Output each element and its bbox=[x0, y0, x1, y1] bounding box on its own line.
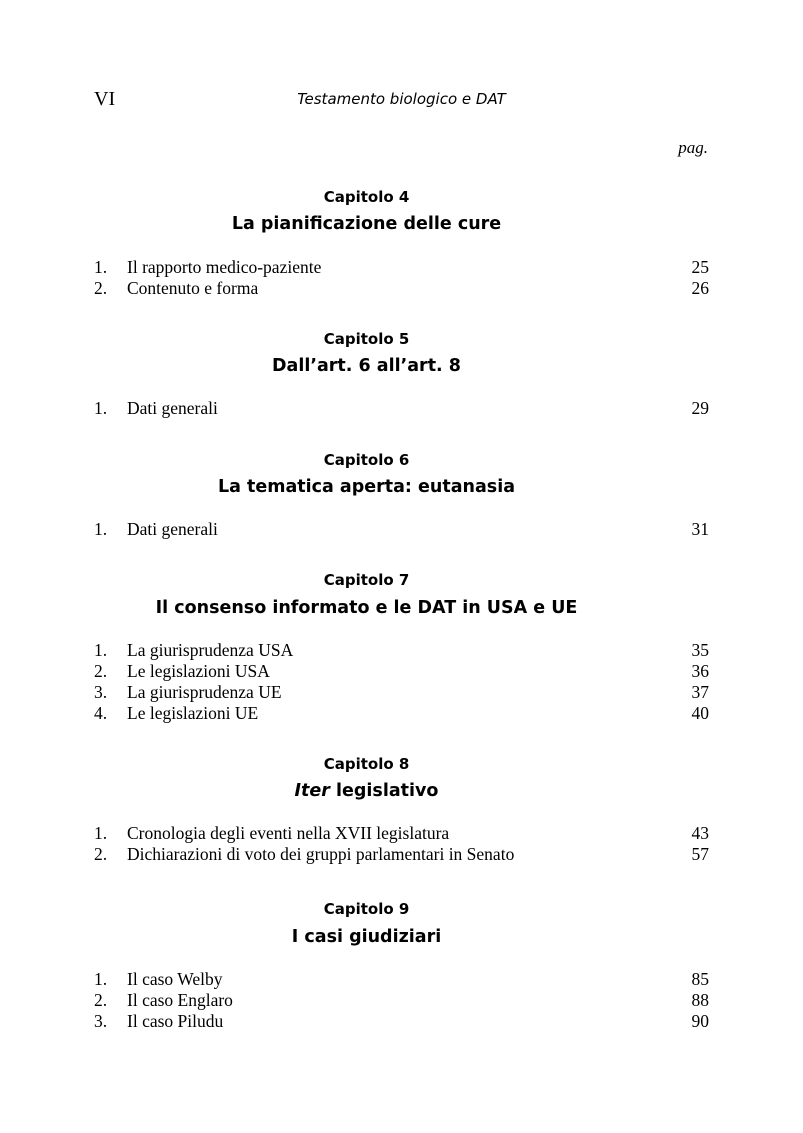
running-title: Testamento biologico e DAT bbox=[297, 90, 506, 108]
entry-title: La giurisprudenza UE bbox=[127, 682, 282, 702]
entry-number: 2. bbox=[94, 661, 108, 681]
toc-entry[interactable] bbox=[94, 703, 709, 724]
toc-entry[interactable] bbox=[94, 519, 709, 540]
entry-number: 3. bbox=[94, 682, 108, 702]
toc-entry[interactable] bbox=[94, 398, 709, 419]
toc-entry[interactable] bbox=[94, 844, 709, 865]
chapter-entries bbox=[94, 398, 709, 419]
chapter-label: Capitolo 5 bbox=[323, 330, 410, 348]
entry-title: La giurisprudenza USA bbox=[127, 640, 294, 660]
chapter-title: Dall’art. 6 all’art. 8 bbox=[272, 356, 461, 376]
entry-title: Dati generali bbox=[127, 398, 218, 418]
chapter-title-rest: legislativo bbox=[329, 781, 439, 801]
entry-page: 88 bbox=[691, 990, 709, 1010]
entry-title: Il caso Englaro bbox=[127, 990, 233, 1010]
page-number: VI bbox=[94, 88, 116, 110]
entry-title: Le legislazioni USA bbox=[127, 661, 270, 681]
entry-number: 2. bbox=[94, 844, 108, 864]
chapter-title: La tematica aperta: eutanasia bbox=[217, 477, 516, 497]
chapter-entries bbox=[94, 640, 709, 724]
chapter-title-italic: Iter bbox=[294, 781, 330, 801]
toc-entry[interactable] bbox=[94, 969, 709, 990]
entry-page: 35 bbox=[691, 640, 709, 660]
entry-page: 43 bbox=[691, 823, 709, 843]
entry-page: 26 bbox=[691, 278, 709, 298]
entry-title: Il rapporto medico-paziente bbox=[127, 257, 322, 277]
entry-page: 29 bbox=[691, 398, 709, 418]
entry-title: Dichiarazioni di voto dei gruppi parlamentari in Senato bbox=[127, 844, 515, 864]
chapter-label: Capitolo 7 bbox=[323, 571, 410, 589]
entry-page: 85 bbox=[691, 969, 709, 989]
toc-entry[interactable] bbox=[94, 640, 709, 661]
toc-entry[interactable] bbox=[94, 1011, 709, 1032]
entry-number: 1. bbox=[94, 519, 108, 539]
entry-number: 3. bbox=[94, 1011, 108, 1031]
chapter-title bbox=[0, 781, 733, 801]
entry-page: 36 bbox=[691, 661, 709, 681]
entry-title: Il caso Welby bbox=[127, 969, 223, 989]
entry-number: 1. bbox=[94, 823, 108, 843]
chapter-title: I casi giudiziari bbox=[291, 927, 442, 947]
toc-entry[interactable] bbox=[94, 278, 709, 299]
entry-number: 1. bbox=[94, 257, 108, 277]
entry-page: 57 bbox=[691, 844, 709, 864]
entry-title: Dati generali bbox=[127, 519, 218, 539]
entry-page: 25 bbox=[691, 257, 709, 277]
entry-page: 31 bbox=[691, 519, 709, 539]
chapter-title: Il consenso informato e le DAT in USA e UE bbox=[155, 598, 578, 618]
entry-number: 4. bbox=[94, 703, 108, 723]
entry-page: 40 bbox=[691, 703, 709, 723]
toc-entry[interactable] bbox=[94, 990, 709, 1011]
entry-number: 1. bbox=[94, 398, 108, 418]
entry-title: Cronologia degli eventi nella XVII legislatura bbox=[127, 823, 450, 843]
entry-title: Il caso Piludu bbox=[127, 1011, 224, 1031]
entry-number: 2. bbox=[94, 990, 108, 1010]
chapter-entries bbox=[94, 823, 709, 865]
entry-number: 1. bbox=[94, 640, 108, 660]
toc-entry[interactable] bbox=[94, 682, 709, 703]
chapter-label: Capitolo 4 bbox=[323, 188, 410, 206]
entry-title: Le legislazioni UE bbox=[127, 703, 259, 723]
entry-page: 37 bbox=[691, 682, 709, 702]
entry-number: 2. bbox=[94, 278, 108, 298]
entry-page: 90 bbox=[691, 1011, 709, 1031]
chapter-label: Capitolo 9 bbox=[323, 900, 410, 918]
chapter-title: La pianificazione delle cure bbox=[231, 214, 502, 234]
chapter-entries bbox=[94, 519, 709, 540]
entry-title: Contenuto e forma bbox=[127, 278, 259, 298]
chapter-label: Capitolo 6 bbox=[323, 451, 410, 469]
chapter-label: Capitolo 8 bbox=[323, 755, 410, 773]
toc-entry[interactable] bbox=[94, 661, 709, 682]
chapter-entries bbox=[94, 969, 709, 1032]
toc-entry[interactable] bbox=[94, 823, 709, 844]
toc-entry[interactable] bbox=[94, 257, 709, 278]
pag-label: pag. bbox=[678, 138, 708, 157]
chapter-entries bbox=[94, 257, 709, 299]
entry-number: 1. bbox=[94, 969, 108, 989]
